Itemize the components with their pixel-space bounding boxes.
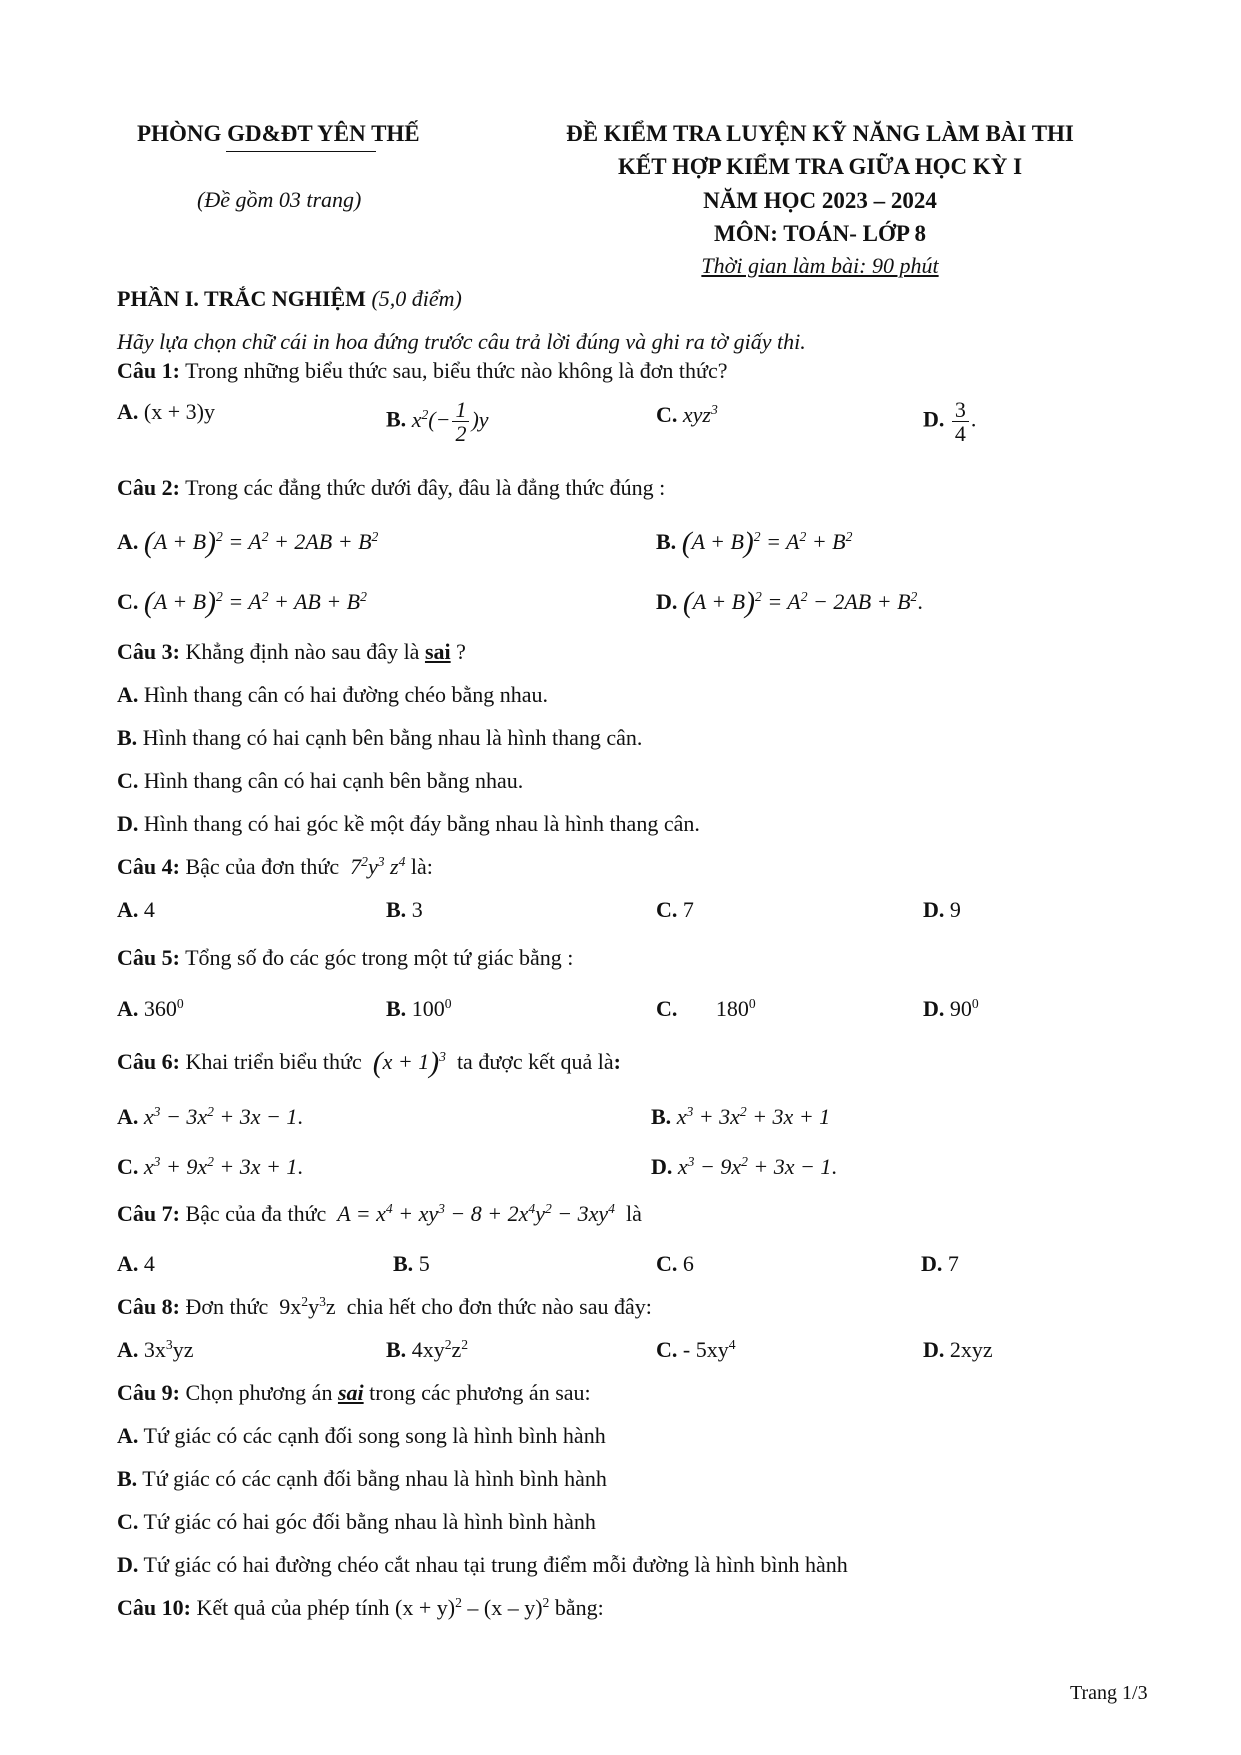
q4-option-c: C. 7 [656, 897, 694, 922]
q9-option-b: B. Tứ giác có các cạnh đối bằng nhau là hình bình hành [117, 1466, 607, 1491]
exam-title-line1: ĐỀ KIỂM TRA LUYỆN KỸ NĂNG LÀM BÀI THI [566, 121, 1074, 146]
q2-option-b: B. $(A + B)^2 = A^2 + B^2$ [656, 527, 853, 559]
q6-option-d: D. $x^3 - 9x^2 + 3x - 1$. [651, 1153, 837, 1179]
exam-duration: Thời gian làm bài: 90 phút [701, 253, 939, 278]
q9-option-a: A. Tứ giác có các cạnh đối song song là hình bình hành [117, 1423, 606, 1448]
section-heading: PHẦN I. TRẮC NGHIỆM [117, 286, 366, 311]
q8-option-c: C. - $5xy^4$ [656, 1336, 736, 1362]
q1-option-d: D. $\frac{3}{4}$ . [923, 397, 977, 447]
q8-option-a: A. $3x^3yz$ [117, 1336, 194, 1362]
q2-option-d: D. $(A + B)^2 = A^2 - 2AB + B^2$. [656, 587, 923, 619]
q1-option-a: A. (x + 3)y [117, 399, 215, 424]
q5-option-a: A. $360^0$ [117, 995, 184, 1021]
q5-option-b: B. $100^0$ [386, 995, 452, 1021]
question-8: Câu 8: Đơn thức $9x^2y^3z$ chia hết cho đơn thức nào sau đây: [117, 1293, 652, 1319]
q5-option-c: C. $180^0$ [656, 995, 756, 1021]
q9-option-c: C. Tứ giác có hai góc đối bằng nhau là hình bình hành [117, 1509, 596, 1534]
page-number: Trang 1/3 [1070, 1682, 1148, 1704]
question-2: Câu 2: Trong các đẳng thức dưới đây, đâu là đẳng thức đúng : [117, 475, 666, 500]
header-rule [226, 151, 376, 152]
question-9: Câu 9: Chọn phương án sai trong các phương án sau: [117, 1380, 591, 1405]
question-7: Câu 7: Bậc của đa thức $A = x^4 + xy^3 - 8 + 2x^4y^2 - 3xy^4$ là [117, 1200, 642, 1226]
section-title [117, 288, 462, 310]
section-instruction: Hãy lựa chọn chữ cái in hoa đứng trước câu trả lời đúng và ghi ra tờ giấy thi. [117, 329, 806, 354]
question-1: Câu 1: Trong những biểu thức sau, biểu thức nào không là đơn thức? [117, 358, 728, 383]
q4-option-d: D. 9 [923, 897, 961, 922]
page-count-note: (Đề gồm 03 trang) [197, 187, 362, 212]
section-points: (5,0 điểm) [371, 286, 462, 311]
q4-option-b: B. 3 [386, 897, 423, 922]
school-year: NĂM HỌC 2023 – 2024 [703, 188, 937, 213]
q9-option-d: D. Tứ giác có hai đường chéo cắt nhau tại trung điểm mỗi đường là hình bình hành [117, 1552, 848, 1577]
q8-option-b: B. $4xy^2z^2$ [386, 1336, 469, 1362]
question-6: Câu 6: Khai triển biểu thức $(x + 1)^3$ ta được kết quả là: [117, 1047, 621, 1079]
q7-option-c: C. 6 [656, 1251, 694, 1276]
q2-option-c: C. $(A + B)^2 = A^2$ + AB + $B^2$ [117, 587, 367, 619]
subject-title: MÔN: TOÁN- LỚP 8 [714, 221, 926, 246]
q3-option-d: D. Hình thang có hai góc kề một đáy bằng nhau là hình thang cân. [117, 811, 700, 836]
question-10: Câu 10: Kết quả của phép tính $(x + y)^2 - (x - y)^2$ bằng: [117, 1594, 604, 1620]
q3-option-b: B. Hình thang có hai cạnh bên bằng nhau là hình thang cân. [117, 725, 643, 750]
q1-option-b: B. $x^2(-$ $\frac{1}{2}$ )y [386, 397, 489, 447]
q3-option-c: C. Hình thang cân có hai cạnh bên bằng nhau. [117, 768, 524, 793]
q3-option-a: A. Hình thang cân có hai đường chéo bằng nhau. [117, 682, 549, 707]
q8-option-d: D. 2xyz [923, 1337, 993, 1362]
q4-option-a: A. 4 [117, 897, 155, 922]
q6-option-a: A. $x^3 - 3x^2 + 3x - 1$. [117, 1103, 303, 1129]
q1-option-c: C. xyz$^3$ [656, 401, 718, 427]
question-4: Câu 4: Bậc của đơn thức $7^2y^3$ $z^4$ là: [117, 853, 433, 879]
exam-title-line2: KẾT HỢP KIỂM TRA GIỮA HỌC KỲ I [617, 154, 1023, 179]
question-5: Câu 5: Tổng số đo các góc trong một tứ giác bằng : [117, 945, 574, 970]
q5-option-d: D. $90^0$ [923, 995, 979, 1021]
q7-option-a: A. 4 [117, 1251, 155, 1276]
school-department: PHÒNG GD&ĐT YÊN THẾ [137, 121, 420, 146]
q6-option-b: B. $x^3 + 3x^2 + 3x + 1$ [651, 1103, 831, 1129]
q6-option-c: C. $x^3 + 9x^2 + 3x + 1$. [117, 1153, 303, 1179]
q2-option-a: A. $(A + B)^2 = A^2 + 2AB + B^2$ [117, 527, 379, 559]
question-3: Câu 3: Khẳng định nào sau đây là sai ? [117, 639, 466, 664]
q7-option-d: D. 7 [921, 1251, 959, 1276]
q7-option-b: B. 5 [393, 1251, 430, 1276]
